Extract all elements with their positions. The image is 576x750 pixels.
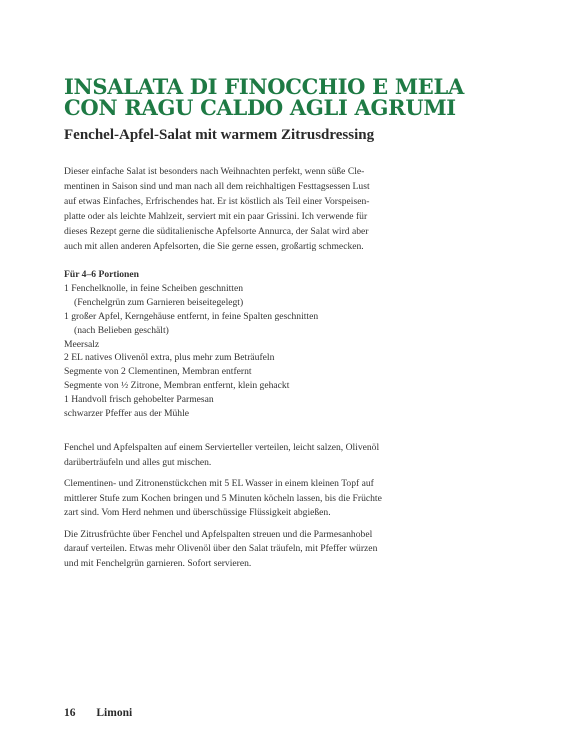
intro-line: Dieser einfache Salat ist besonders nach Weihnachten perfekt, wenn süße Cle- bbox=[64, 166, 365, 177]
recipe-title bbox=[64, 76, 464, 118]
ingredient-item: 1 großer Apfel, Kerngehäuse entfernt, in feine Spalten geschnitten bbox=[64, 310, 319, 322]
ingredient-item: 1 Fenchelknolle, in feine Scheiben geschnitten bbox=[64, 282, 244, 294]
recipe-title-line-1: INSALATA DI FINOCCHIO E MELA bbox=[64, 74, 464, 99]
method-line: darauf verteilen. Etwas mehr Olivenöl über den Salat träufeln, mit Pfeffer würzen bbox=[64, 543, 378, 554]
intro-line: mentinen in Saison sind und man nach all dem reichhaltigen Festtagsessen Lust bbox=[64, 181, 370, 192]
method-steps bbox=[64, 441, 504, 578]
ingredient-item: Segmente von ½ Zitrone, Membran entfernt, klein gehackt bbox=[64, 380, 290, 392]
page-footer bbox=[64, 707, 132, 719]
ingredient-item: Meersalz bbox=[64, 338, 100, 350]
method-line: und mit Fenchelgrün garnieren. Sofort servieren. bbox=[64, 557, 252, 569]
ingredient-note: (Fenchelgrün zum Garnieren beiseitegelegt) bbox=[74, 296, 244, 308]
ingredients-list bbox=[64, 268, 504, 421]
intro-paragraph bbox=[64, 164, 504, 254]
method-line: Clementinen- und Zitronenstückchen mit 5 EL Wasser in einem kleinen Topf auf bbox=[64, 478, 374, 489]
method-line: Fenchel und Apfelspalten auf einem Servierteller verteilen, leicht salzen, Olivenöl bbox=[64, 442, 380, 453]
ingredient-item: Segmente von 2 Clementinen, Membran entfernt bbox=[64, 366, 252, 378]
method-line: mittlerer Stufe zum Kochen bringen und 5 Minuten köcheln lassen, bis die Früchte bbox=[64, 492, 382, 504]
method-step-1 bbox=[64, 441, 504, 470]
method-step-3 bbox=[64, 528, 504, 572]
method-line: Die Zitrusfrüchte über Fenchel und Apfelspalten streuen und die Parmesanhobel bbox=[64, 528, 373, 540]
intro-line: auch mit allen anderen Apfelsorten, die Sie gerne essen, großartig schmecken. bbox=[64, 241, 364, 252]
servings-label: Für 4–6 Portionen bbox=[64, 269, 139, 280]
book-title: Limoni bbox=[96, 707, 133, 719]
intro-line: auf etwas Einfaches, Erfrischendes hat. Er ist köstlich als Teil einer Vorspeisen- bbox=[64, 196, 370, 207]
method-step-2 bbox=[64, 477, 504, 521]
recipe-title-line-2: CON RAGU CALDO AGLI AGRUMI bbox=[64, 95, 456, 120]
ingredient-item: 2 EL natives Olivenöl extra, plus mehr zum Beträufeln bbox=[64, 352, 275, 364]
ingredient-item: schwarzer Pfeffer aus der Mühle bbox=[64, 408, 190, 420]
page-number: 16 bbox=[64, 707, 76, 719]
ingredient-item: 1 Handvoll frisch gehobelter Parmesan bbox=[64, 394, 214, 406]
intro-line: platte oder als leichte Mahlzeit, serviert mit ein paar Grissini. Ich verwende für bbox=[64, 211, 368, 222]
method-line: zart sind. Vom Herd nehmen und überschüssige Flüssigkeit abgießen. bbox=[64, 507, 331, 518]
method-line: darüberträufeln und alles gut mischen. bbox=[64, 456, 212, 468]
recipe-subtitle: Fenchel-Apfel-Salat mit warmem Zitrusdressing bbox=[64, 127, 375, 143]
ingredient-note: (nach Belieben geschält) bbox=[74, 324, 169, 336]
intro-line: dieses Rezept gerne die süditalienische Apfelsorte Annurca, der Salat wird aber bbox=[64, 226, 369, 237]
